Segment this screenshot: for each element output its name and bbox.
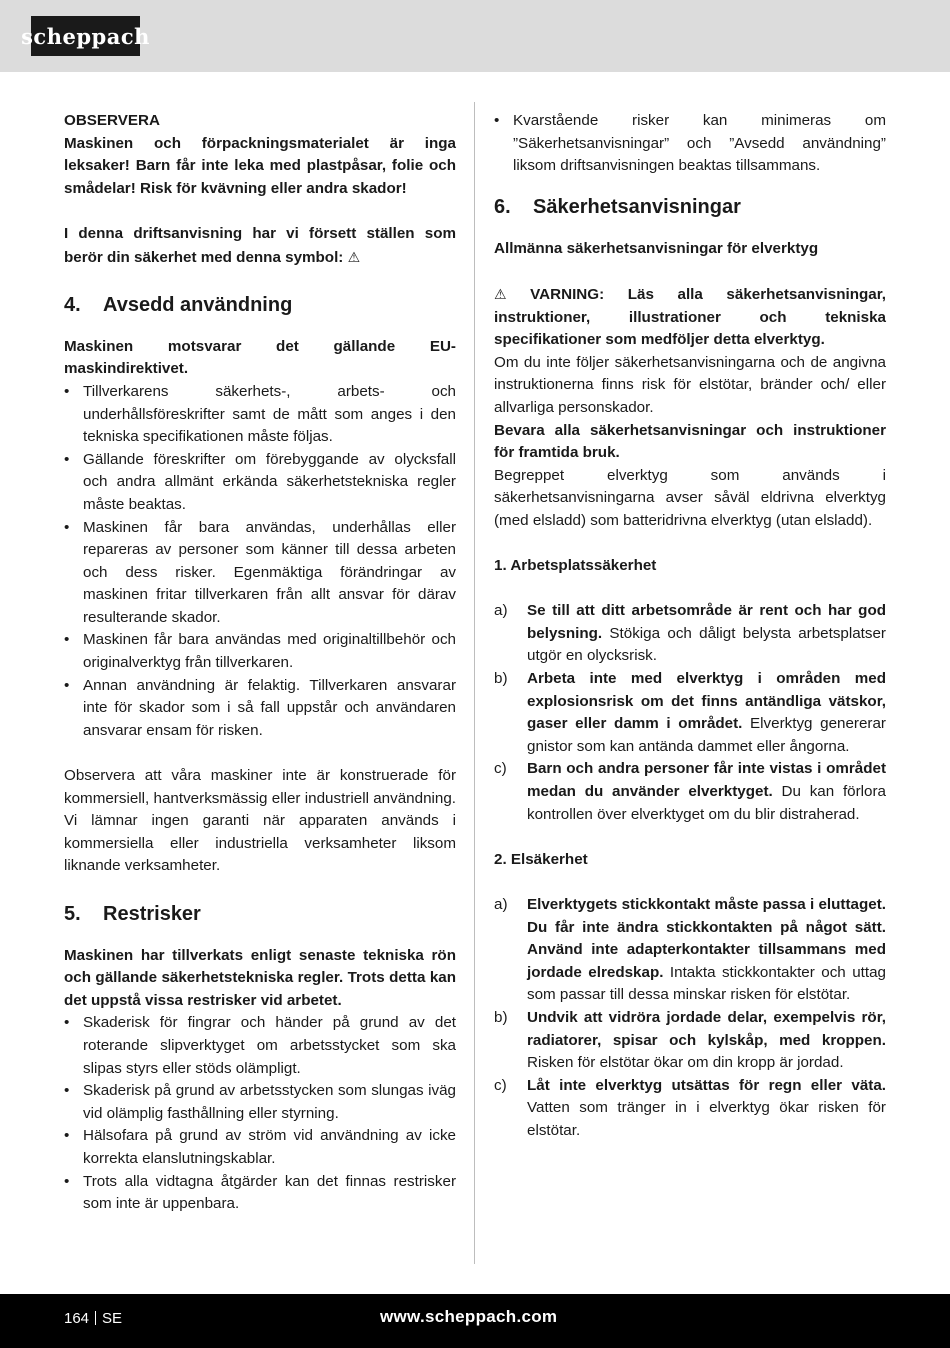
item-text: Stökiga och dåligt belysta arbetsplatser utgör en olycksrisk. — [527, 624, 886, 665]
list-item — [494, 600, 886, 668]
bullet-text: Skaderisk för fingrar och händer på grund av det roterande slipverktyget om arbetsstycket som ska slipas styrs eller stöds olämpligt. — [83, 1014, 456, 1077]
item-label: a) — [494, 602, 508, 620]
bullet-text: Gällande föreskrifter om förebyggande av olycksfall och andra allmänt erkända säkerhetstekniska regler måste beaktas. — [83, 450, 456, 513]
section-4-bullets — [64, 381, 456, 743]
right-column — [494, 110, 886, 1143]
footer-bar — [0, 1294, 950, 1348]
list-item: • Kvarstående risker kan minimeras om ”Säkerhetsanvisningar” och ”Avsedd användning” liksom driftsanvisningen beaktas tillsammans. — [494, 110, 886, 178]
separator — [95, 1311, 96, 1325]
brand-logo: scheppach — [31, 16, 140, 56]
list-item: • Skaderisk på grund av arbetsstycken som slungas iväg vid olämplig fasthållning eller styrning. — [64, 1080, 456, 1125]
section-4-lead: Maskinen motsvarar det gällande EU-maskindirektivet. — [64, 337, 456, 378]
section-5-number: 5. — [64, 902, 81, 925]
item-label: c) — [494, 1076, 507, 1094]
item-label: a) — [494, 896, 508, 913]
item-text: Elverktyg genererar gnistor som kan antända dammet eller ångorna. — [527, 715, 886, 755]
item-text: Intakta stickkontakter och uttag som passar till dessa minskar risken för elstötar. — [527, 963, 886, 1004]
website-link[interactable]: www.scheppach.com — [380, 1307, 558, 1326]
list-item — [494, 668, 886, 758]
term-definition: Begreppet elverktyg som används i säkerhetsanvisningarna avser såväl eldrivna elverktyg (med elsladd) som batteridrivna elverktyg (utan elsladd). — [494, 466, 886, 529]
item-bold: Arbeta inte med elverktyg i områden med explosionsrisk om det finns antändliga vätskor, gaser eller damm i området. — [527, 670, 886, 733]
item-label: b) — [494, 670, 508, 688]
bullet-text: Maskinen får bara användas, underhållas eller repareras av personer som känner till dessa arbeten och dess risker. Egenmäktiga förändringar av maskinen fritar tillverkaren från allt ansvar för därav resulterande skador. — [83, 518, 456, 626]
list-item: • Maskinen får bara användas med originaltillbehör och originalverktyg från tillverkaren. — [64, 629, 456, 674]
item-bold: Undvik att vidröra jordade delar, exempelvis rör, radiatorer, spisar och kylskåp, med kroppen. — [527, 1008, 886, 1049]
section-6-number: 6. — [494, 195, 511, 218]
list-item — [494, 894, 886, 1007]
section-5-lead: Maskinen har tillverkats enligt senaste tekniska rön och gällande säkerhetstekniska regler. Trots detta kan det uppstå vissa restrisker vid arbetet. — [64, 946, 456, 1009]
list-item — [494, 1075, 886, 1143]
item-text: Risken för elstötar ökar om din kropp är jordad. — [527, 1054, 844, 1072]
list-item: • Trots alla vidtagna åtgärder kan det finnas restrisker som inte är uppenbara. — [64, 1171, 456, 1216]
warning-triangle-icon: ⚠ — [347, 248, 361, 265]
list-item: • Skaderisk för fingrar och händer på grund av det roterande slipverktyget om arbetsstycket som ska slipas styrs eller stöds olämpligt. — [64, 1012, 456, 1080]
list-item: • Maskinen får bara användas, underhållas eller repareras av personer som känner till dessa arbeten och dess risker. Egenmäktiga förändringar av maskinen fritar tillverkaren från allt ansvar för därav resulterande skador. — [64, 517, 456, 630]
header-bar — [0, 0, 950, 72]
item-bold: Låt inte elverktyg utsättas för regn eller väta. — [527, 1076, 886, 1094]
warning-bold-text: VARNING: Läs alla säkerhetsanvisningar, instruktioner, illustrationer och tekniska specifikationer som medföljer detta elverktyg. — [494, 285, 886, 349]
list-item: • Tillverkarens säkerhets-, arbets- och underhållsföreskrifter samt de mått som anges i den tekniska specifikationen måste följas. — [64, 381, 456, 449]
bullet-text: Hälsofara på grund av ström vid användning av icke korrekta elanslutningskablar. — [83, 1127, 456, 1167]
section-6-title: Säkerhetsanvisningar — [533, 195, 741, 218]
list-item — [494, 1007, 886, 1075]
symbol-note-text: I denna driftsanvisning har vi försett ställen som berör din säkerhet med denna symbol: — [64, 224, 456, 266]
section-5-bullets — [64, 1012, 456, 1215]
item-text: Du kan förlora kontrollen över elverktyget om du blir distraherad. — [527, 783, 886, 823]
list-item: • Gällande föreskrifter om förebyggande av olycksfall och andra allmänt erkända säkerhetstekniska regler måste beaktas. — [64, 449, 456, 517]
item-label: c) — [494, 760, 507, 778]
left-column — [64, 110, 456, 1216]
bullet-text: Tillverkarens säkerhets-, arbets- och underhållsföreskrifter samt de mått som anges i den tekniska specifikationen måste följas. — [83, 382, 456, 446]
section-6-heading — [494, 194, 886, 220]
item-bold: Se till att ditt arbetsområde är rent och har god belysning. — [527, 602, 886, 642]
observera-title: OBSERVERA — [64, 112, 160, 129]
column-divider — [474, 102, 475, 1264]
keep-instructions: Bevara alla säkerhetsanvisningar och instruktioner för framtida bruk. — [494, 421, 886, 462]
symbol-note — [64, 223, 456, 269]
page-indicator — [64, 1310, 122, 1327]
observera-text: Maskinen och förpackningsmaterialet är inga leksaker! Barn får inte leka med plastpåsar, folie och smådelar! Risk för kvävning eller andra skador! — [64, 134, 456, 197]
bullet-text: Annan användning är felaktig. Tillverkaren ansvarar inte för skador som i så fall uppstår och användaren ansvarar ensam för risken. — [83, 676, 456, 739]
warning-bold — [494, 283, 886, 352]
item-label: b) — [494, 1008, 508, 1026]
section-4-number: 4. — [64, 293, 81, 316]
section-5-title: Restrisker — [103, 902, 201, 925]
list-item: • Hälsofara på grund av ström vid användning av icke korrekta elanslutningskablar. — [64, 1125, 456, 1170]
workspace-safety-title: 1. Arbetsplatssäkerhet — [494, 557, 657, 575]
warning-text: Om du inte följer säkerhetsanvisningarna och de angivna instruktionerna finns risk för elstötar, bränder och/ eller allvarliga personskador. — [494, 353, 886, 416]
electrical-safety-title: 2. Elsäkerhet — [494, 850, 588, 868]
bullet-text: Trots alla vidtagna åtgärder kan det finnas restrisker som inte är uppenbara. — [83, 1172, 456, 1213]
bullet-text: Skaderisk på grund av arbetsstycken som slungas iväg vid olämplig fasthållning eller styrning. — [83, 1082, 456, 1122]
warning-triangle-icon: ⚠ — [494, 285, 507, 302]
bullet-text: Kvarstående risker kan minimeras om ”Säkerhetsanvisningar” och ”Avsedd användning” liksom driftsanvisningen beaktas tillsammans. — [513, 112, 886, 175]
item-text: Vatten som tränger in i elverktyg ökar risken för elstötar. — [527, 1099, 886, 1139]
language-code: SE — [102, 1310, 123, 1327]
bullet-text: Maskinen får bara användas med originaltillbehör och originalverktyg från tillverkaren. — [83, 631, 456, 672]
list-item: • Annan användning är felaktig. Tillverkaren ansvarar inte för skador som i så fall uppstår och användaren ansvarar ensam för risken. — [64, 675, 456, 743]
section-5-heading — [64, 901, 456, 927]
section-4-heading — [64, 292, 456, 318]
item-bold: Elverktygets stickkontakt måste passa i eluttaget. Du får inte ändra stickkontakten på något sätt. Använd inte adapterkontakter tillsammans med jordade elredskap. — [527, 896, 886, 981]
section-6-subtitle: Allmänna säkerhetsanvisningar för elverktyg — [494, 239, 819, 257]
page-number: 164 — [64, 1310, 90, 1327]
section-4-note: Observera att våra maskiner inte är konstruerade för kommersiell, hantverksmässig eller industriell användning. Vi lämnar ingen garanti när apparaten används i kommersiella eller industriella verksamheter liksom liknande verksamheter. — [64, 767, 456, 875]
list-item — [494, 758, 886, 826]
item-bold: Barn och andra personer får inte vistas i området medan du använder elverktyget. — [527, 760, 886, 801]
section-4-title: Avsedd användning — [103, 293, 293, 316]
